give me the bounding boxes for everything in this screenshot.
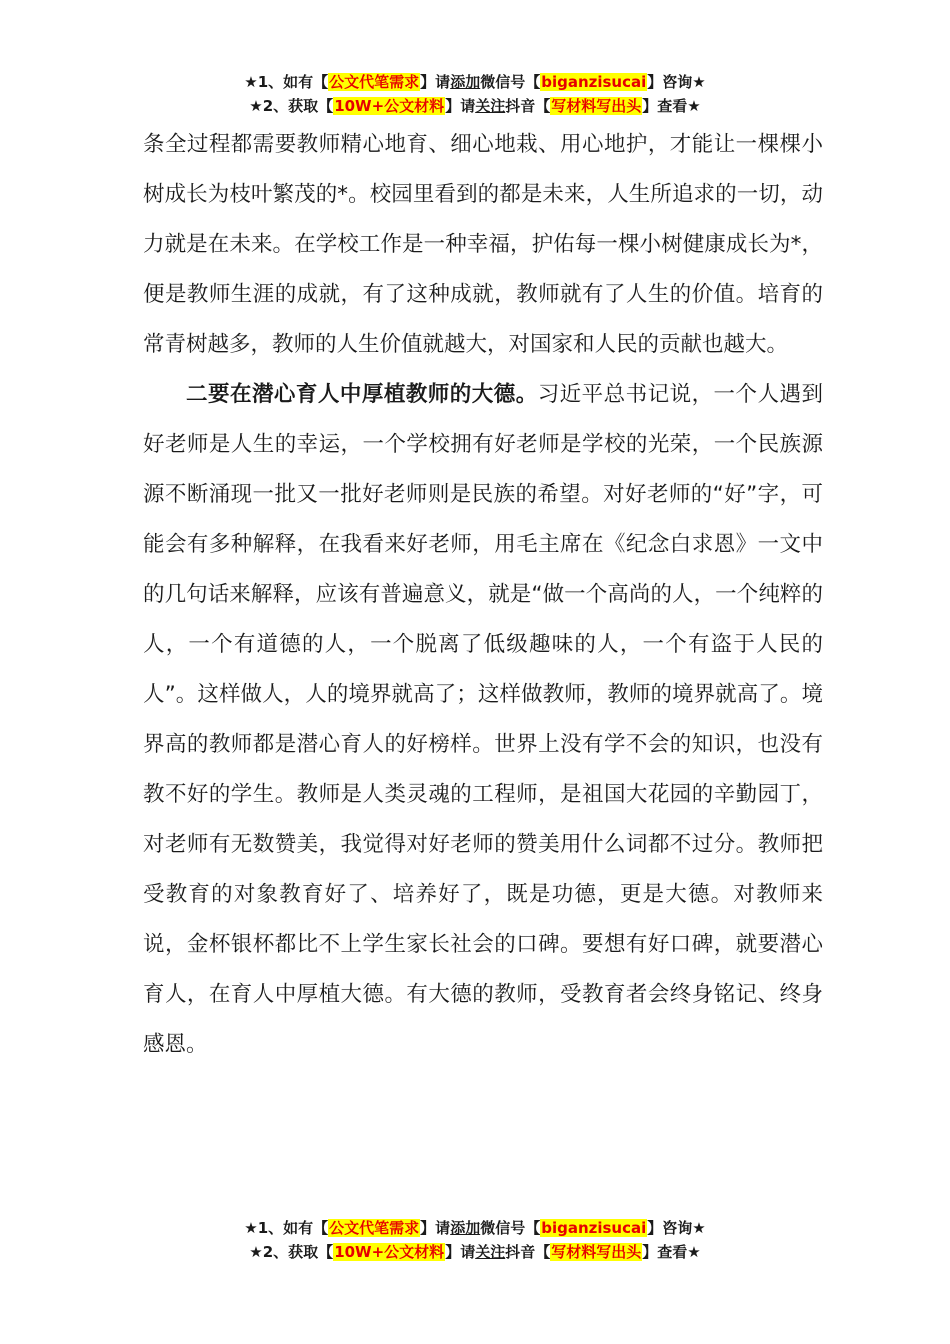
header-banner [0,70,950,118]
paragraph-1: 条全过程都需要教师精心地育、细心地栽、用心地护，才能让一棵棵小树成长为枝叶繁茂的*。校园里看到的都是未来，人生所追求的一切，动力就是在未来。在学校工作是一种幸福，护佑每一棵小树健康成长为*，便是教师生涯的成就，有了这种成就，教师就有了人生的价值。培育的常青树越多，教师的人生价值就越大，对国家和人民的贡献也越大。 [143,132,823,357]
highlight-materials: 10W+公文材料 [334,1243,445,1261]
highlight-service: 公文代笔需求 [329,1219,420,1237]
paragraph-2-heading: 二要在潜心育人中厚植教师的大德。 [186,382,538,407]
paragraph-2-text: 习近平总书记说，一个人遇到好老师是人生的幸运，一个学校拥有好老师是学校的光荣，一个民族源源不断涌现一批又一批好老师则是民族的希望。对好老师的“好”字，可能会有多种解释，在我看来好老师，用毛主席在《纪念白求恩》一文中的几句话来解释，应该有普遍意义，就是“做一个高尚的人，一个纯粹的人，一个有道德的人，一个脱离了低级趣味的人，一个有盗于人民的人”。这样做人，人的境界就高了；这样做教师，教师的境界就高了。境界高的教师都是潜心育人的好榜样。世界上没有学不会的知识，也没有教不好的学生。教师是人类灵魂的工程师，是祖国大花园的辛勤园丁，对老师有无数赞美，我觉得对好老师的赞美用什么词都不过分。教师把受教育的对象教育好了、培养好了，既是功德，更是大德。对教师来说，金杯银杯都比不上学生家长社会的口碑。要想有好口碑，就要潜心育人，在育人中厚植大德。有大德的教师，受教育者会终身铭记、终身感恩。 [143,382,823,1057]
highlight-wechat-id: biganzisucai [541,1219,647,1237]
footer-banner [0,1216,950,1264]
banner-line-1: ★1、如有【公文代笔需求】请添加微信号【biganzisucai】咨询★ [244,73,706,91]
banner-line-1: ★1、如有【公文代笔需求】请添加微信号【biganzisucai】咨询★ [244,1219,706,1237]
paragraph-2 [143,370,823,1070]
highlight-douyin-id: 写材料写出头 [551,97,642,115]
highlight-wechat-id: biganzisucai [541,73,647,91]
document-body [143,120,823,1070]
highlight-service: 公文代笔需求 [329,73,420,91]
banner-line-2: ★2、获取【10W+公文材料】请关注抖音【写材料写出头】查看★ [249,1243,701,1261]
banner-line-2: ★2、获取【10W+公文材料】请关注抖音【写材料写出头】查看★ [249,97,701,115]
highlight-douyin-id: 写材料写出头 [551,1243,642,1261]
highlight-materials: 10W+公文材料 [334,97,445,115]
